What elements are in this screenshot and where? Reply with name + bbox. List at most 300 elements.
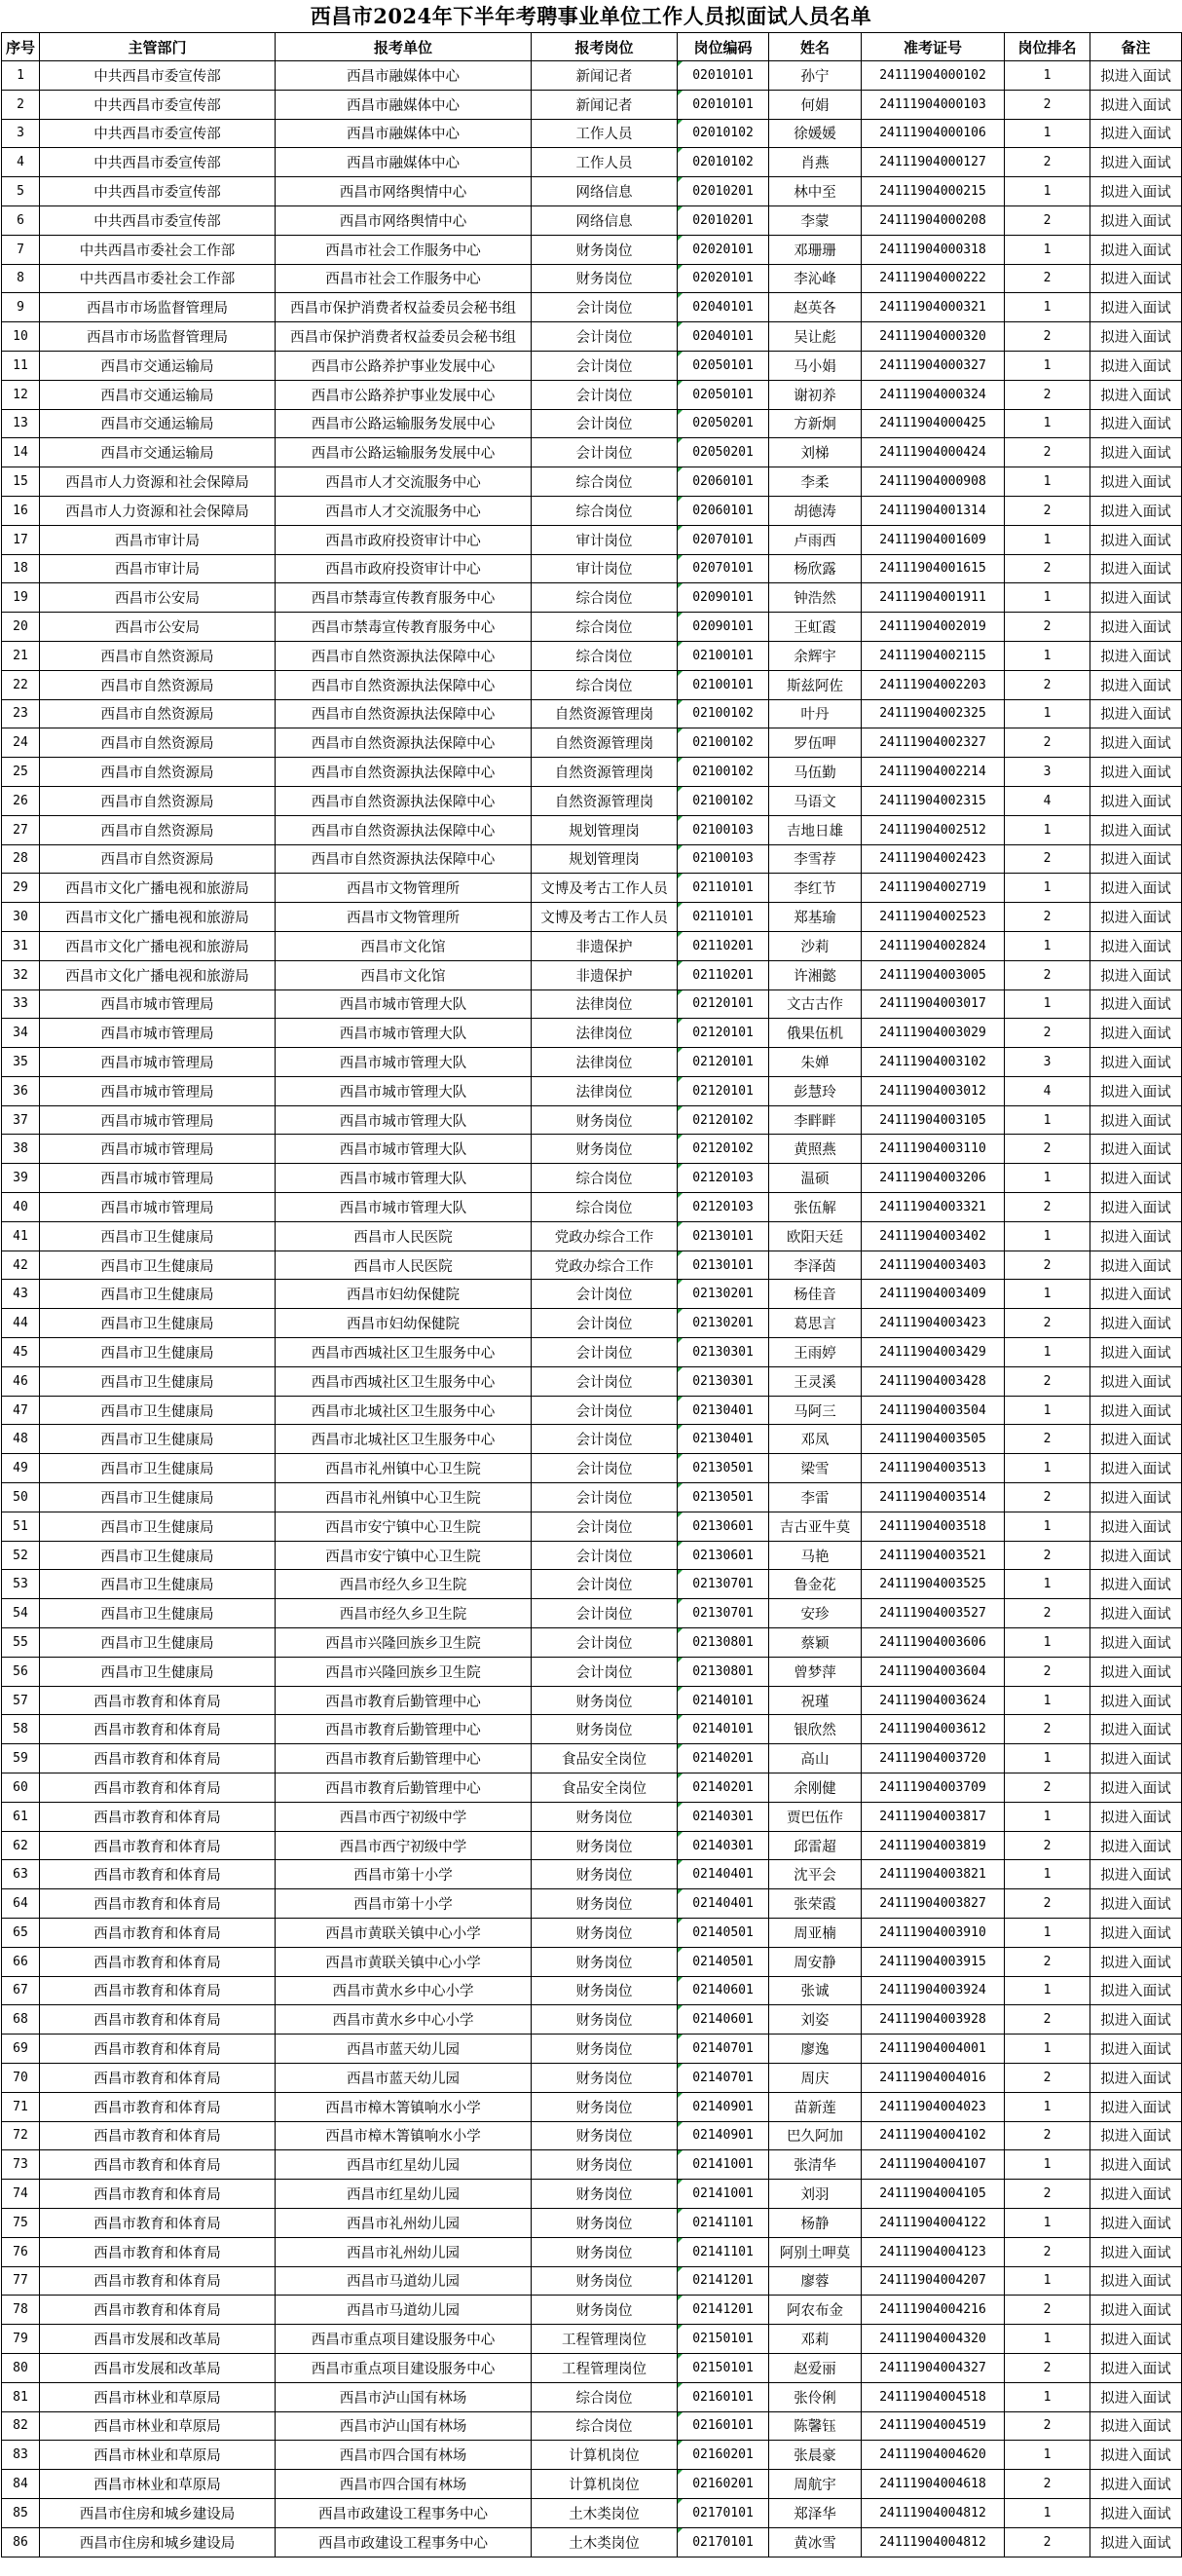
cell-department: 西昌市交通运输局: [40, 438, 276, 467]
cell-ticket-number: 24111904003624: [862, 1686, 1005, 1715]
cell-position-code: 02010102: [678, 119, 769, 148]
cell-position-code: 02140701: [678, 2063, 769, 2092]
cell-position-code: 02140201: [678, 1773, 769, 1803]
table-row: [2, 2296, 1182, 2325]
cell-rank: 1: [1005, 2382, 1090, 2411]
cell-position: 综合岗位: [532, 1164, 678, 1193]
cell-position: 会计岗位: [532, 1280, 678, 1309]
cell-ticket-number: 24111904004812: [862, 2527, 1005, 2557]
table-row: [2, 2208, 1182, 2237]
cell-rank: 1: [1005, 1628, 1090, 1658]
cell-name: 邓莉: [769, 2325, 862, 2354]
cell-remark: 拟进入面试: [1090, 1221, 1182, 1251]
cell-remark: 拟进入面试: [1090, 2092, 1182, 2121]
table-row: [2, 1512, 1182, 1541]
cell-remark: 拟进入面试: [1090, 2411, 1182, 2441]
table-row: [2, 2325, 1182, 2354]
cell-position-code: 02050101: [678, 380, 769, 409]
cell-unit: 西昌市自然资源执法保障中心: [276, 670, 532, 699]
cell-rank: 2: [1005, 1483, 1090, 1512]
table-row: [2, 2150, 1182, 2180]
cell-index: 71: [2, 2092, 40, 2121]
table-row: [2, 119, 1182, 148]
cell-position-code: 02141001: [678, 2180, 769, 2209]
cell-index: 17: [2, 525, 40, 554]
cell-index: 64: [2, 1889, 40, 1919]
cell-index: 24: [2, 728, 40, 758]
cell-index: 11: [2, 351, 40, 380]
cell-unit: 西昌市黄联关镇中心小学: [276, 1947, 532, 1976]
table-row: [2, 1889, 1182, 1919]
cell-unit: 西昌市西宁初级中学: [276, 1831, 532, 1860]
cell-index: 85: [2, 2498, 40, 2527]
cell-rank: 2: [1005, 1019, 1090, 1048]
cell-remark: 拟进入面试: [1090, 1048, 1182, 1077]
cell-index: 2: [2, 90, 40, 119]
table-row: [2, 409, 1182, 438]
cell-index: 40: [2, 1193, 40, 1222]
cell-name: 沈平会: [769, 1860, 862, 1889]
cell-ticket-number: 24111904003606: [862, 1628, 1005, 1658]
cell-position: 网络信息: [532, 205, 678, 235]
cell-ticket-number: 24111904004320: [862, 2325, 1005, 2354]
cell-ticket-number: 24111904002315: [862, 786, 1005, 815]
cell-ticket-number: 24111904003720: [862, 1744, 1005, 1773]
table-row: [2, 1773, 1182, 1803]
cell-remark: 拟进入面试: [1090, 2498, 1182, 2527]
cell-unit: 西昌市保护消费者权益委员会秘书组: [276, 293, 532, 322]
cell-position-code: 02110201: [678, 960, 769, 989]
cell-position: 会计岗位: [532, 1570, 678, 1599]
cell-department: 西昌市教育和体育局: [40, 2180, 276, 2209]
table-row: [2, 1019, 1182, 1048]
cell-position: 工程管理岗位: [532, 2353, 678, 2382]
cell-rank: 2: [1005, 90, 1090, 119]
cell-department: 西昌市教育和体育局: [40, 2296, 276, 2325]
col-header-ticket-number: 准考证号: [862, 33, 1005, 61]
cell-position-code: 02010101: [678, 90, 769, 119]
cell-remark: 拟进入面试: [1090, 1076, 1182, 1105]
cell-department: 中共西昌市委宣传部: [40, 61, 276, 91]
cell-rank: 2: [1005, 205, 1090, 235]
cell-position: 财务岗位: [532, 1919, 678, 1948]
cell-name: 赵英各: [769, 293, 862, 322]
col-header-remark: 备注: [1090, 33, 1182, 61]
cell-rank: 1: [1005, 409, 1090, 438]
cell-index: 62: [2, 1831, 40, 1860]
cell-index: 83: [2, 2441, 40, 2470]
table-row: [2, 496, 1182, 525]
cell-department: 西昌市教育和体育局: [40, 2237, 276, 2266]
cell-index: 43: [2, 1280, 40, 1309]
cell-position: 文博及考古工作人员: [532, 903, 678, 932]
cell-rank: 1: [1005, 2498, 1090, 2527]
cell-index: 21: [2, 641, 40, 670]
cell-index: 6: [2, 205, 40, 235]
cell-unit: 西昌市社会工作服务中心: [276, 264, 532, 293]
cell-position-code: 02100102: [678, 699, 769, 728]
cell-unit: 西昌市文物管理所: [276, 874, 532, 903]
cell-position-code: 02010102: [678, 148, 769, 177]
cell-department: 西昌市住房和城乡建设局: [40, 2527, 276, 2557]
cell-position: 会计岗位: [532, 1628, 678, 1658]
cell-rank: 1: [1005, 699, 1090, 728]
cell-name: 文古古作: [769, 989, 862, 1019]
table-row: [2, 1802, 1182, 1831]
cell-department: 中共西昌市委宣传部: [40, 148, 276, 177]
cell-position: 法律岗位: [532, 989, 678, 1019]
cell-name: 何娟: [769, 90, 862, 119]
cell-name: 周航宇: [769, 2470, 862, 2499]
table-row: [2, 2063, 1182, 2092]
cell-department: 西昌市文化广播电视和旅游局: [40, 931, 276, 960]
cell-ticket-number: 24111904003504: [862, 1396, 1005, 1425]
cell-position-code: 02140501: [678, 1947, 769, 1976]
cell-position-code: 02140601: [678, 1976, 769, 2005]
cell-ticket-number: 24111904003518: [862, 1512, 1005, 1541]
cell-remark: 拟进入面试: [1090, 670, 1182, 699]
table-row: [2, 525, 1182, 554]
cell-remark: 拟进入面试: [1090, 1947, 1182, 1976]
cell-department: 西昌市教育和体育局: [40, 1715, 276, 1744]
cell-rank: 2: [1005, 2237, 1090, 2266]
table-row: [2, 2527, 1182, 2557]
table-row: [2, 844, 1182, 874]
table-row: [2, 2180, 1182, 2209]
cell-department: 西昌市卫生健康局: [40, 1599, 276, 1628]
cell-position-code: 02010201: [678, 177, 769, 206]
cell-ticket-number: 24111904003005: [862, 960, 1005, 989]
cell-position: 文博及考古工作人员: [532, 874, 678, 903]
cell-rank: 1: [1005, 1105, 1090, 1135]
cell-department: 中共西昌市委宣传部: [40, 119, 276, 148]
cell-name: 李畔畔: [769, 1105, 862, 1135]
cell-position-code: 02140101: [678, 1715, 769, 1744]
cell-remark: 拟进入面试: [1090, 699, 1182, 728]
cell-index: 3: [2, 119, 40, 148]
cell-name: 刘羽: [769, 2180, 862, 2209]
cell-index: 66: [2, 1947, 40, 1976]
cell-unit: 西昌市人才交流服务中心: [276, 496, 532, 525]
cell-index: 68: [2, 2005, 40, 2035]
cell-unit: 西昌市人民医院: [276, 1221, 532, 1251]
cell-department: 西昌市教育和体育局: [40, 2121, 276, 2150]
table-row: [2, 2470, 1182, 2499]
cell-department: 西昌市教育和体育局: [40, 2150, 276, 2180]
cell-rank: 1: [1005, 2441, 1090, 2470]
cell-name: 鲁金花: [769, 1570, 862, 1599]
cell-ticket-number: 24111904003827: [862, 1889, 1005, 1919]
cell-ticket-number: 24111904004327: [862, 2353, 1005, 2382]
cell-position: 财务岗位: [532, 264, 678, 293]
cell-unit: 西昌市文化馆: [276, 931, 532, 960]
cell-index: 48: [2, 1425, 40, 1454]
cell-rank: 2: [1005, 1599, 1090, 1628]
cell-remark: 拟进入面试: [1090, 1309, 1182, 1338]
table-row: [2, 2035, 1182, 2064]
cell-position: 财务岗位: [532, 2266, 678, 2296]
cell-position: 会计岗位: [532, 1425, 678, 1454]
table-row: [2, 670, 1182, 699]
cell-index: 59: [2, 1744, 40, 1773]
cell-remark: 拟进入面试: [1090, 467, 1182, 497]
cell-department: 西昌市教育和体育局: [40, 1831, 276, 1860]
cell-department: 西昌市卫生健康局: [40, 1221, 276, 1251]
cell-position: 综合岗位: [532, 583, 678, 613]
cell-remark: 拟进入面试: [1090, 874, 1182, 903]
cell-remark: 拟进入面试: [1090, 1831, 1182, 1860]
cell-remark: 拟进入面试: [1090, 1512, 1182, 1541]
cell-unit: 西昌市红星幼儿园: [276, 2150, 532, 2180]
cell-position: 法律岗位: [532, 1048, 678, 1077]
table-row: [2, 1570, 1182, 1599]
cell-unit: 西昌市妇幼保健院: [276, 1280, 532, 1309]
cell-ticket-number: 24111904003505: [862, 1425, 1005, 1454]
table-row: [2, 1105, 1182, 1135]
cell-unit: 西昌市兴隆回族乡卫生院: [276, 1657, 532, 1686]
cell-unit: 西昌市城市管理大队: [276, 1193, 532, 1222]
cell-position-code: 02100101: [678, 641, 769, 670]
cell-position: 食品安全岗位: [532, 1773, 678, 1803]
table-row: [2, 960, 1182, 989]
cell-rank: 2: [1005, 903, 1090, 932]
cell-position-code: 02140901: [678, 2121, 769, 2150]
cell-rank: 2: [1005, 438, 1090, 467]
cell-department: 西昌市自然资源局: [40, 728, 276, 758]
cell-remark: 拟进入面试: [1090, 1338, 1182, 1367]
cell-name: 张伍解: [769, 1193, 862, 1222]
cell-unit: 西昌市公路运输服务发展中心: [276, 438, 532, 467]
cell-department: 中共西昌市委宣传部: [40, 177, 276, 206]
table-row: [2, 1860, 1182, 1889]
table-row: [2, 1483, 1182, 1512]
cell-unit: 西昌市文化馆: [276, 960, 532, 989]
cell-unit: 西昌市重点项目建设服务中心: [276, 2353, 532, 2382]
cell-name: 余辉宇: [769, 641, 862, 670]
cell-index: 19: [2, 583, 40, 613]
cell-remark: 拟进入面试: [1090, 2441, 1182, 2470]
table-row: [2, 1976, 1182, 2005]
cell-position-code: 02140301: [678, 1831, 769, 1860]
cell-name: 廖逸: [769, 2035, 862, 2064]
cell-ticket-number: 24111904002523: [862, 903, 1005, 932]
cell-remark: 拟进入面试: [1090, 2470, 1182, 2499]
cell-name: 杨佳音: [769, 1280, 862, 1309]
cell-index: 22: [2, 670, 40, 699]
cell-unit: 西昌市自然资源执法保障中心: [276, 786, 532, 815]
cell-department: 西昌市城市管理局: [40, 989, 276, 1019]
cell-rank: 2: [1005, 670, 1090, 699]
cell-position-code: 02040101: [678, 322, 769, 352]
cell-position: 审计岗位: [532, 525, 678, 554]
cell-index: 9: [2, 293, 40, 322]
cell-position: 综合岗位: [532, 467, 678, 497]
table-row: [2, 2498, 1182, 2527]
cell-unit: 西昌市泸山国有林场: [276, 2411, 532, 2441]
cell-remark: 拟进入面试: [1090, 90, 1182, 119]
cell-department: 西昌市交通运输局: [40, 409, 276, 438]
cell-name: 彭慧玲: [769, 1076, 862, 1105]
table-row: [2, 1396, 1182, 1425]
cell-unit: 西昌市禁毒宣传教育服务中心: [276, 583, 532, 613]
cell-position-code: 02120101: [678, 989, 769, 1019]
cell-name: 邱雷超: [769, 1831, 862, 1860]
cell-ticket-number: 24111904004105: [862, 2180, 1005, 2209]
cell-name: 安珍: [769, 1599, 862, 1628]
cell-unit: 西昌市妇幼保健院: [276, 1309, 532, 1338]
cell-rank: 3: [1005, 1048, 1090, 1077]
cell-department: 西昌市公安局: [40, 583, 276, 613]
cell-index: 77: [2, 2266, 40, 2296]
cell-remark: 拟进入面试: [1090, 1773, 1182, 1803]
cell-position: 财务岗位: [532, 2208, 678, 2237]
cell-department: 西昌市自然资源局: [40, 641, 276, 670]
cell-ticket-number: 24111904000208: [862, 205, 1005, 235]
cell-name: 曾梦萍: [769, 1657, 862, 1686]
cell-position: 规划管理岗: [532, 815, 678, 844]
cell-unit: 西昌市文物管理所: [276, 903, 532, 932]
cell-rank: 2: [1005, 1135, 1090, 1164]
cell-rank: 2: [1005, 1425, 1090, 1454]
cell-position: 会计岗位: [532, 380, 678, 409]
cell-unit: 西昌市西城社区卫生服务中心: [276, 1366, 532, 1396]
cell-remark: 拟进入面试: [1090, 496, 1182, 525]
cell-position: 会计岗位: [532, 1396, 678, 1425]
table-row: [2, 2353, 1182, 2382]
cell-rank: 2: [1005, 1366, 1090, 1396]
cell-department: 西昌市卫生健康局: [40, 1396, 276, 1425]
cell-name: 张晨豪: [769, 2441, 862, 2470]
cell-index: 23: [2, 699, 40, 728]
cell-position-code: 02100103: [678, 815, 769, 844]
cell-remark: 拟进入面试: [1090, 2208, 1182, 2237]
table-row: [2, 1628, 1182, 1658]
cell-rank: 1: [1005, 2035, 1090, 2064]
cell-position: 自然资源管理岗: [532, 699, 678, 728]
cell-position: 新闻记者: [532, 90, 678, 119]
cell-rank: 2: [1005, 554, 1090, 583]
cell-index: 44: [2, 1309, 40, 1338]
cell-position-code: 02050201: [678, 409, 769, 438]
cell-index: 57: [2, 1686, 40, 1715]
table-row: [2, 1947, 1182, 1976]
cell-ticket-number: 24111904002019: [862, 613, 1005, 642]
cell-index: 1: [2, 61, 40, 91]
cell-rank: 1: [1005, 874, 1090, 903]
cell-unit: 西昌市安宁镇中心卫生院: [276, 1512, 532, 1541]
cell-ticket-number: 24111904002824: [862, 931, 1005, 960]
cell-ticket-number: 24111904004519: [862, 2411, 1005, 2441]
table-row: [2, 641, 1182, 670]
table-row: [2, 1366, 1182, 1396]
cell-index: 36: [2, 1076, 40, 1105]
cell-unit: 西昌市经久乡卫生院: [276, 1599, 532, 1628]
cell-index: 18: [2, 554, 40, 583]
cell-name: 贾巴伍作: [769, 1802, 862, 1831]
cell-name: 张诚: [769, 1976, 862, 2005]
cell-unit: 西昌市城市管理大队: [276, 1048, 532, 1077]
cell-position-code: 02160101: [678, 2382, 769, 2411]
cell-ticket-number: 24111904003105: [862, 1105, 1005, 1135]
cell-remark: 拟进入面试: [1090, 148, 1182, 177]
cell-remark: 拟进入面试: [1090, 1889, 1182, 1919]
cell-rank: 2: [1005, 2353, 1090, 2382]
cell-remark: 拟进入面试: [1090, 583, 1182, 613]
cell-position-code: 02140601: [678, 2005, 769, 2035]
cell-rank: 1: [1005, 1512, 1090, 1541]
cell-rank: 1: [1005, 1338, 1090, 1367]
cell-position: 财务岗位: [532, 2005, 678, 2035]
cell-remark: 拟进入面试: [1090, 1860, 1182, 1889]
cell-rank: 1: [1005, 1860, 1090, 1889]
cell-unit: 西昌市教育后勤管理中心: [276, 1686, 532, 1715]
cell-rank: 1: [1005, 2150, 1090, 2180]
cell-name: 林中至: [769, 177, 862, 206]
cell-position-code: 02130601: [678, 1541, 769, 1570]
cell-index: 81: [2, 2382, 40, 2411]
cell-name: 李柔: [769, 467, 862, 497]
cell-position-code: 02090101: [678, 583, 769, 613]
cell-remark: 拟进入面试: [1090, 728, 1182, 758]
cell-ticket-number: 24111904003604: [862, 1657, 1005, 1686]
cell-department: 西昌市卫生健康局: [40, 1570, 276, 1599]
cell-remark: 拟进入面试: [1090, 438, 1182, 467]
cell-position: 综合岗位: [532, 641, 678, 670]
cell-index: 38: [2, 1135, 40, 1164]
cell-unit: 西昌市教育后勤管理中心: [276, 1715, 532, 1744]
cell-name: 许湘懿: [769, 960, 862, 989]
cell-ticket-number: 24111904000103: [862, 90, 1005, 119]
cell-ticket-number: 24111904004001: [862, 2035, 1005, 2064]
cell-unit: 西昌市黄联关镇中心小学: [276, 1919, 532, 1948]
cell-remark: 拟进入面试: [1090, 1744, 1182, 1773]
cell-unit: 西昌市城市管理大队: [276, 989, 532, 1019]
cell-department: 西昌市审计局: [40, 525, 276, 554]
table-row: [2, 2441, 1182, 2470]
cell-remark: 拟进入面试: [1090, 1657, 1182, 1686]
cell-department: 西昌市教育和体育局: [40, 2035, 276, 2064]
cell-ticket-number: 24111904003423: [862, 1309, 1005, 1338]
cell-index: 63: [2, 1860, 40, 1889]
cell-name: 杨欣露: [769, 554, 862, 583]
cell-department: 西昌市城市管理局: [40, 1164, 276, 1193]
cell-remark: 拟进入面试: [1090, 554, 1182, 583]
cell-department: 西昌市卫生健康局: [40, 1338, 276, 1367]
cell-index: 50: [2, 1483, 40, 1512]
cell-ticket-number: 24111904001314: [862, 496, 1005, 525]
cell-position-code: 02050101: [678, 351, 769, 380]
table-row: [2, 1193, 1182, 1222]
cell-index: 4: [2, 148, 40, 177]
cell-name: 马伍勤: [769, 758, 862, 787]
cell-ticket-number: 24111904000215: [862, 177, 1005, 206]
cell-unit: 西昌市四合国有林场: [276, 2470, 532, 2499]
cell-position-code: 02130101: [678, 1251, 769, 1280]
cell-index: 33: [2, 989, 40, 1019]
cell-rank: 2: [1005, 1889, 1090, 1919]
cell-department: 中共西昌市委社会工作部: [40, 264, 276, 293]
cell-name: 马艳: [769, 1541, 862, 1570]
cell-position: 会计岗位: [532, 1599, 678, 1628]
cell-index: 75: [2, 2208, 40, 2237]
cell-department: 西昌市教育和体育局: [40, 1919, 276, 1948]
cell-department: 西昌市公安局: [40, 613, 276, 642]
cell-remark: 拟进入面试: [1090, 177, 1182, 206]
cell-position: 食品安全岗位: [532, 1744, 678, 1773]
cell-rank: 1: [1005, 1919, 1090, 1948]
cell-remark: 拟进入面试: [1090, 2266, 1182, 2296]
cell-unit: 西昌市西宁初级中学: [276, 1802, 532, 1831]
